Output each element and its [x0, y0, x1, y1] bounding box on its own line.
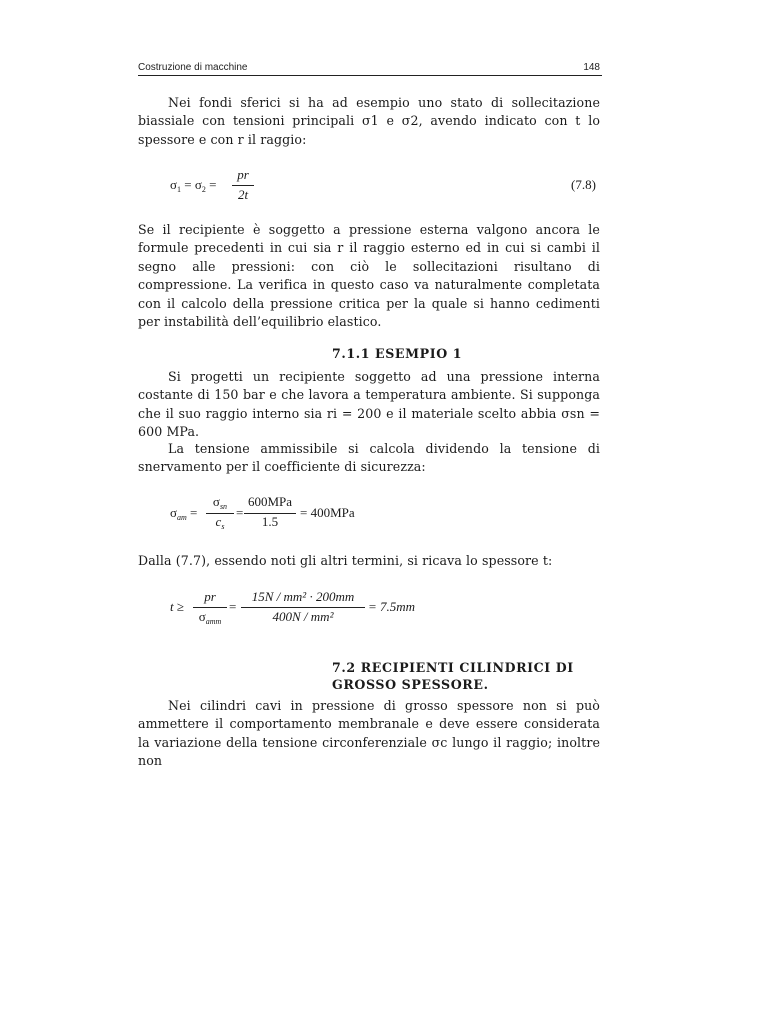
page-header	[138, 62, 602, 76]
equation-thickness-lhs: t ≥	[170, 599, 184, 614]
fraction-2-denominator: 400N / mm²	[272, 609, 334, 624]
section-heading-7-2-line-1: 7.2 RECIPIENTI CILINDRICI DI	[332, 660, 574, 675]
paragraph-spherical-heads: Nei fondi sferici si ha ad esempio uno stato di sollecitazione biassiale con tensioni principali σ1 e σ2, avendo indicato con t lo spessore e con r il raggio:	[138, 95, 600, 147]
fraction-2-denominator: 1.5	[261, 514, 279, 529]
fraction-bar	[193, 607, 227, 608]
equation-sigma-am-result: = 400MPa	[300, 505, 355, 520]
fraction-2-numerator: 15N / mm² · 200mm	[251, 589, 355, 604]
equation-sigma-am-lhs: $\sigma_{am}$ =	[170, 505, 198, 522]
fraction-bar	[232, 185, 254, 186]
equation-7-8-lhs: $\sigma_1 = \sigma_2$ =	[170, 177, 217, 194]
paragraph-thick-cylinders: Nei cilindri cavi in pressione di grosso spessore non si può ammettere il comportamento membranale e deve essere considerata la variazione della tensione circonferenziale σc lungo il raggio; inoltre non	[138, 698, 600, 769]
page-number: 148	[583, 62, 600, 73]
paragraph-example-1: Si progetti un recipiente soggetto ad una pressione interna costante di 150 bar e che lavora a temperatura ambiente. Si supponga che il suo raggio interno sia ri = 200 e il materiale scelto abbia σsn = 600 MPa.	[138, 369, 600, 440]
paragraph-allowable-stress: La tensione ammissibile si calcola dividendo la tensione di snervamento per il coefficiente di sicurezza:	[138, 441, 600, 475]
fraction-1-numerator: $\sigma_{sn}$	[212, 494, 228, 511]
section-heading-7-1-1: 7.1.1 ESEMPIO 1	[332, 346, 463, 361]
paragraph-from-7-7: Dalla (7.7), essendo noti gli altri termini, si ricava lo spessore t:	[138, 553, 553, 568]
paragraph-external-pressure: Se il recipiente è soggetto a pressione esterna valgono ancora le formule precedenti in cui sia r il raggio esterno ed in cui si cambi il segno alle pressioni: con ciò le sollecitazioni risultano di compressione. La verifica in questo caso va naturalmente completata con il calcolo della pressione critica per la quale si hanno cedimenti per instabilità dell’equilibrio elastico.	[138, 222, 600, 330]
fraction-1-denominator: $c_s$	[215, 514, 225, 531]
fraction-1-numerator: pr	[204, 589, 216, 604]
equation-number: (7.8)	[571, 177, 596, 192]
equation-7-8-denominator: 2t	[237, 187, 249, 202]
section-heading-7-2-line-2: GROSSO SPESSORE.	[332, 677, 489, 692]
equals-sign: =	[236, 505, 244, 520]
book-title: Costruzione di macchine	[138, 62, 248, 73]
equals-sign: =	[229, 599, 237, 614]
fraction-1-denominator: $\sigma_{amm}$	[198, 609, 222, 626]
equation-thickness-result: = 7.5mm	[368, 599, 416, 614]
fraction-bar	[241, 607, 365, 608]
fraction-2-numerator: 600MPa	[247, 494, 293, 509]
equation-7-8-numerator: pr	[237, 167, 249, 182]
